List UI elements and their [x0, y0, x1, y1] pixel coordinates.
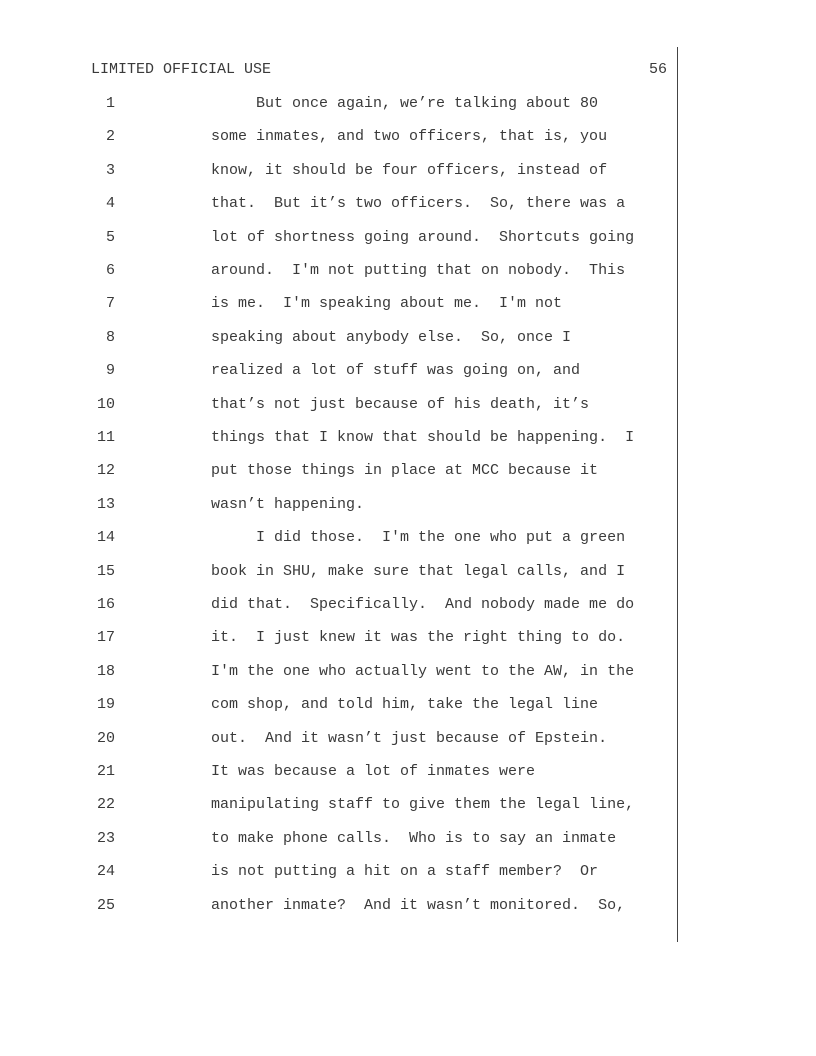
transcript-line [0, 495, 816, 515]
transcript-line [0, 428, 816, 448]
line-number: 7 [105, 295, 115, 312]
page-number: 56 [648, 61, 667, 78]
line-text: is me. I'm speaking about me. I'm not [211, 295, 563, 312]
transcript-line [0, 361, 816, 381]
transcript-line [0, 562, 816, 582]
transcript-line [0, 762, 816, 782]
line-text: that’s not just because of his death, it’s [211, 396, 590, 413]
line-text: book in SHU, make sure that legal calls, and I [211, 563, 626, 580]
transcript-line [0, 896, 816, 916]
line-number: 6 [105, 262, 115, 279]
line-text: out. And it wasn’t just because of Epstein. [211, 730, 608, 747]
line-text: that. But it’s two officers. So, there was a [211, 195, 626, 212]
transcript-line [0, 261, 816, 281]
line-text: did that. Specifically. And nobody made me do [211, 596, 635, 613]
transcript-line [0, 662, 816, 682]
line-number: 5 [105, 229, 115, 246]
transcript-line [0, 194, 816, 214]
line-text: com shop, and told him, take the legal line [211, 696, 599, 713]
transcript-line [0, 161, 816, 181]
line-number: 2 [105, 128, 115, 145]
line-number: 21 [96, 763, 115, 780]
line-text: wasn’t happening. [211, 496, 365, 513]
line-number: 10 [96, 396, 115, 413]
line-number: 25 [96, 897, 115, 914]
line-number: 8 [105, 329, 115, 346]
line-number: 3 [105, 162, 115, 179]
transcript-line [0, 729, 816, 749]
transcript-line [0, 395, 816, 415]
line-text: things that I know that should be happening. I [211, 429, 635, 446]
line-number: 24 [96, 863, 115, 880]
line-number: 4 [105, 195, 115, 212]
line-number: 18 [96, 663, 115, 680]
transcript-line [0, 695, 816, 715]
transcript-line [0, 127, 816, 147]
line-text: to make phone calls. Who is to say an inmate [211, 830, 617, 847]
line-number: 1 [105, 95, 115, 112]
transcript-line [0, 461, 816, 481]
line-number: 16 [96, 596, 115, 613]
transcript-line [0, 328, 816, 348]
line-text: I did those. I'm the one who put a green [211, 529, 626, 546]
transcript-line [0, 528, 816, 548]
line-text: know, it should be four officers, instead of [211, 162, 608, 179]
line-number: 19 [96, 696, 115, 713]
transcript-line [0, 294, 816, 314]
line-text: speaking about anybody else. So, once I [211, 329, 572, 346]
line-number: 15 [96, 563, 115, 580]
line-number: 23 [96, 830, 115, 847]
line-text: I'm the one who actually went to the AW, in the [211, 663, 635, 680]
line-text: another inmate? And it wasn’t monitored. So, [211, 897, 626, 914]
line-number: 14 [96, 529, 115, 546]
line-text: It was because a lot of inmates were [211, 763, 536, 780]
transcript-line [0, 595, 816, 615]
line-number: 17 [96, 629, 115, 646]
transcript-line [0, 628, 816, 648]
line-text: But once again, we’re talking about 80 [211, 95, 599, 112]
line-text: manipulating staff to give them the legal line, [211, 796, 635, 813]
line-text: around. I'm not putting that on nobody. This [211, 262, 626, 279]
line-text: lot of shortness going around. Shortcuts going [211, 229, 635, 246]
line-number: 9 [105, 362, 115, 379]
transcript-line [0, 829, 816, 849]
transcript-line [0, 94, 816, 114]
transcript-line [0, 795, 816, 815]
line-text: some inmates, and two officers, that is, you [211, 128, 608, 145]
line-number: 12 [96, 462, 115, 479]
line-number: 13 [96, 496, 115, 513]
line-number: 20 [96, 730, 115, 747]
line-text: put those things in place at MCC because it [211, 462, 599, 479]
line-number: 11 [96, 429, 115, 446]
classification-header: LIMITED OFFICIAL USE [91, 61, 272, 78]
line-text: realized a lot of stuff was going on, and [211, 362, 581, 379]
line-number: 22 [96, 796, 115, 813]
transcript-line [0, 862, 816, 882]
line-text: is not putting a hit on a staff member? Or [211, 863, 599, 880]
line-text: it. I just knew it was the right thing to do. [211, 629, 626, 646]
transcript-line [0, 228, 816, 248]
